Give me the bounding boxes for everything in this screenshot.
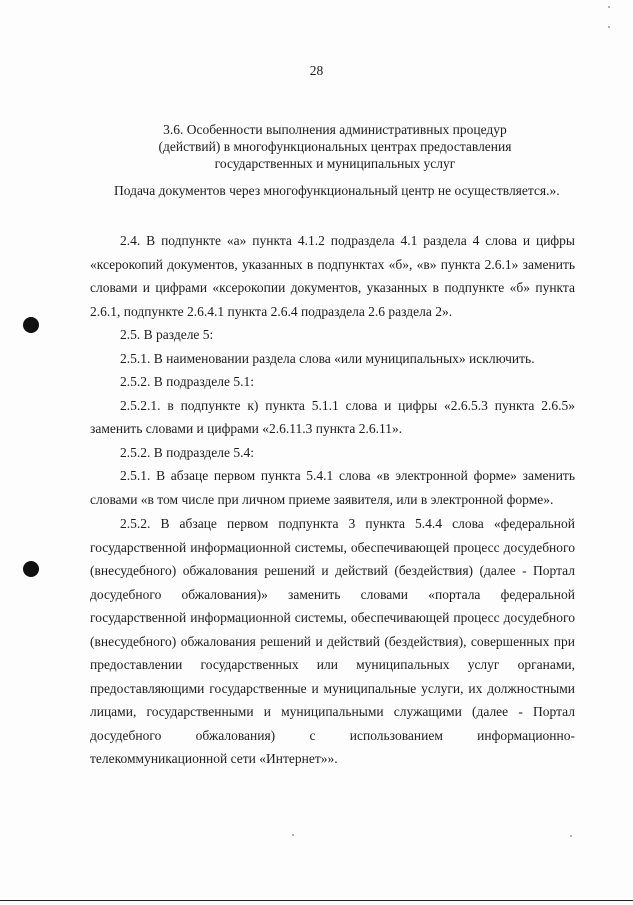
section-title-line: (действий) в многофункциональных центрах предоставления bbox=[158, 139, 512, 154]
paragraph: 2.4. В подпункте «а» пункта 4.1.2 подраздела 4.1 раздела 4 слова и цифры «ксерокопий документов, указанных в подпунктах «б», «в» пункта 2.6.1» заменить словами и цифрами «ксерокопии документов, указанных в подпункте «б» пункта 2.6.1, подпункте 2.6.4.1 пункта 2.6.4 подраздела 2.6 раздела 2». bbox=[90, 233, 575, 319]
lead-paragraph: Подача документов через многофункциональный центр не осуществляется.». bbox=[114, 183, 560, 198]
page-number: 28 bbox=[309, 63, 324, 78]
paragraph: 2.5.2. В абзаце первом подпункта 3 пункта 5.4.4 слова «федеральной государственной информационной системы, обеспечивающей процесс досудебного (внесудебного) обжалования решений и действий (бездействия) (далее - Портал досудебного обжалования)» заменить словами «портала федеральной государственной информационной системы, обеспечивающей процесс досудебного (внесудебного) обжалования решений и действий (бездействия), совершенных при предоставлении государственных или муниципальных услуг органами, предоставляющими государственные и муниципальные услуги, их должностными лицами, государственными и муниципальными служащими (далее - Портал досудебного обжалования) с использованием информационно-телекоммуникационной сети «Интернет»». bbox=[90, 516, 575, 766]
paragraph: 2.5.2. В подразделе 5.4: bbox=[120, 444, 255, 460]
scan-edge-line bbox=[0, 900, 633, 901]
paragraph: 2.5.1. В наименовании раздела слова «или муниципальных» исключить. bbox=[120, 350, 535, 366]
scan-speck bbox=[570, 835, 572, 837]
paragraph: 2.5. В разделе 5: bbox=[120, 327, 214, 342]
scan-speck bbox=[292, 834, 294, 836]
lead-paragraph-block bbox=[90, 183, 575, 200]
section-title-line: 3.6. Особенности выполнения административных процедур bbox=[163, 122, 507, 137]
binder-hole-mark bbox=[23, 561, 39, 577]
paragraph: 2.5.2.1. в подпункте к) пункта 5.1.1 слова и цифры «2.6.5.3 пункта 2.6.5» заменить словами и цифрами «2.6.11.3 пункта 2.6.11». bbox=[90, 397, 575, 436]
section-title bbox=[90, 121, 580, 172]
scan-speck bbox=[608, 6, 610, 8]
binder-hole-mark bbox=[23, 317, 39, 333]
section-title-line: государственных и муниципальных услуг bbox=[214, 156, 456, 171]
paragraph: 2.5.2. В подразделе 5.1: bbox=[120, 374, 255, 389]
body-text bbox=[90, 229, 575, 771]
paragraph: 2.5.1. В абзаце первом пункта 5.4.1 слова «в электронной форме» заменить словами «в том числе при личном приеме заявителя, или в электронной форме». bbox=[90, 468, 575, 507]
scan-speck bbox=[608, 26, 610, 28]
